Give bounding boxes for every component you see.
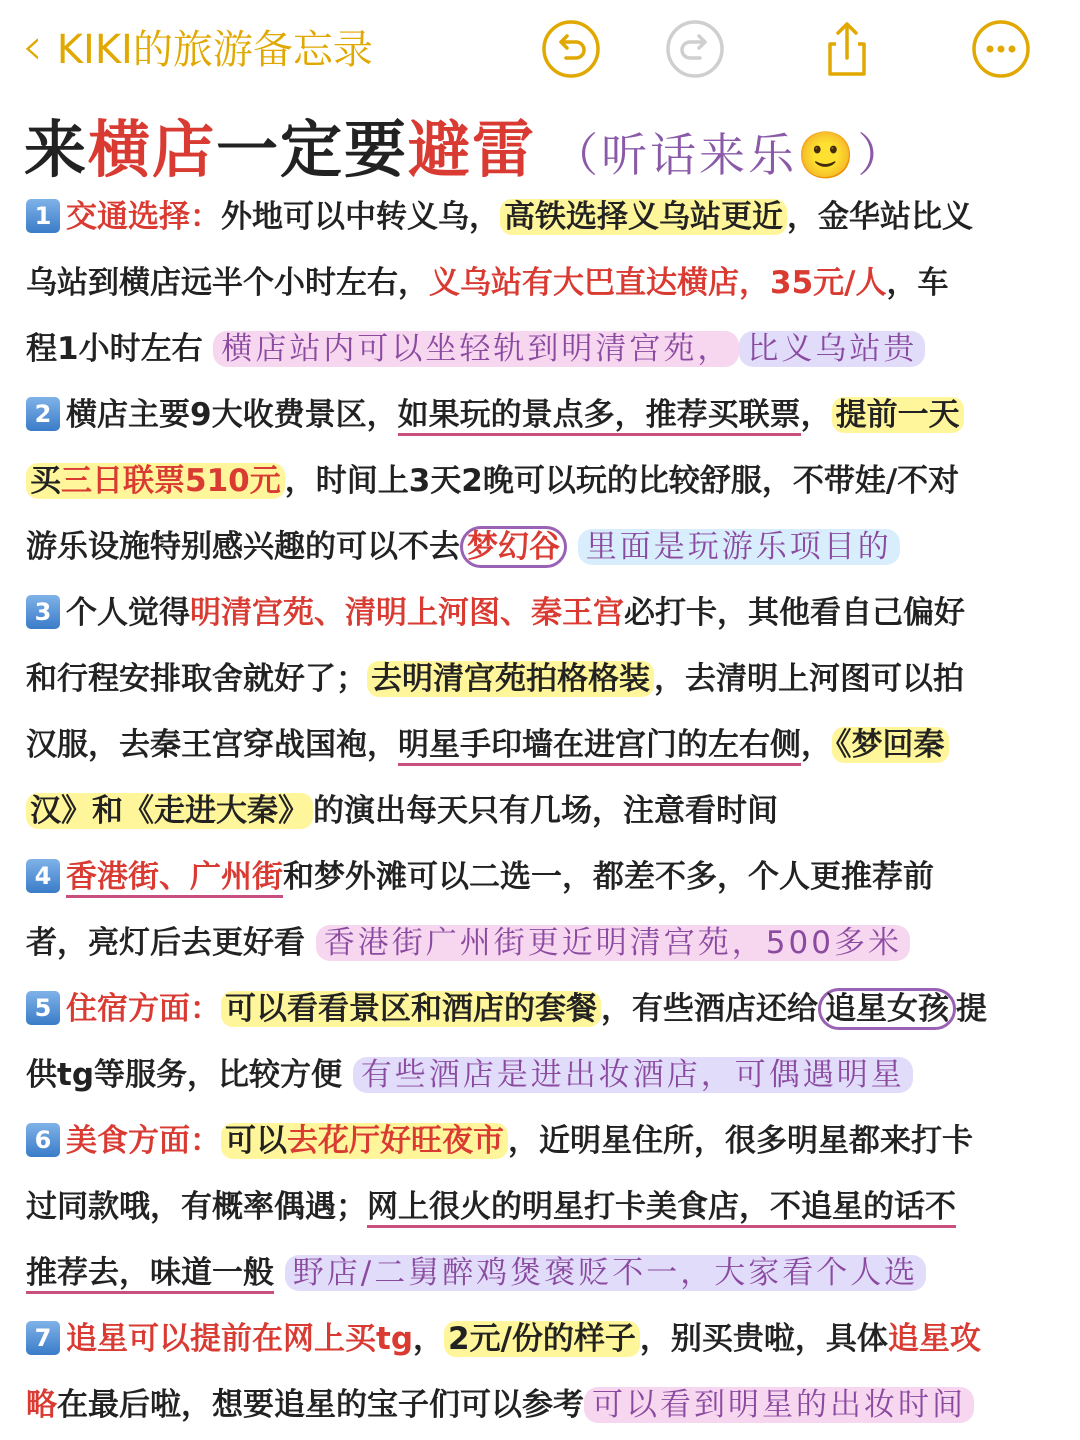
top-toolbar xyxy=(0,0,1080,96)
share-button[interactable] xyxy=(816,18,878,80)
highlight xyxy=(26,463,285,499)
number-badge: 4 xyxy=(26,859,60,893)
title-part: 一定要 xyxy=(216,113,409,186)
text-line xyxy=(26,1108,1066,1174)
number-badge: 1 xyxy=(26,199,60,233)
handwritten-note: 横店站内可以坐轻轨到明清宫苑， xyxy=(213,331,739,367)
red-text: 明清宫苑、清明上河图、秦王宫 xyxy=(190,595,624,631)
handwritten-note: 里面是玩游乐项目的 xyxy=(578,529,900,565)
section-label: 住宿方面： xyxy=(66,991,221,1027)
text-line xyxy=(26,646,1066,712)
text: ，时间上3天2晚可以玩的比较舒服，不带娃/不对 xyxy=(284,463,960,499)
highlight: 高铁选择义乌站更近 xyxy=(500,199,787,235)
handwritten-note: 野店/二舅醉鸡煲褒贬不一，大家看个人选 xyxy=(285,1255,926,1291)
section-label: 交通选择： xyxy=(66,199,221,235)
number-badge: 2 xyxy=(26,397,60,431)
text-line xyxy=(26,1042,1066,1108)
text: 程1小时左右 xyxy=(26,331,203,367)
highlight: 《梦回秦 xyxy=(832,727,949,763)
text-line xyxy=(26,778,1066,844)
text: 者，亮灯后去更好看 xyxy=(26,925,305,961)
back-label: KIKI的旅游备忘录 xyxy=(56,27,373,73)
text: ，去清明上河图可以拍 xyxy=(654,661,964,697)
underlined-text: 推荐去，味道一般 xyxy=(26,1255,274,1294)
underlined-text: 如果玩的景点多，推荐买联票 xyxy=(398,397,801,436)
undo-button[interactable] xyxy=(540,18,602,80)
text: 买 xyxy=(30,463,61,499)
red-text: 略 xyxy=(26,1387,57,1423)
handwritten-note: 可以看到明星的出妆时间 xyxy=(584,1387,974,1423)
handwritten-note: 香港街广州街更近明清宫苑，500多米 xyxy=(316,925,910,961)
number-badge: 3 xyxy=(26,595,60,629)
text-line xyxy=(26,382,1066,448)
undo-icon xyxy=(540,18,602,80)
text: 个人觉得 xyxy=(66,595,190,631)
text-line xyxy=(26,1174,1066,1240)
page-title xyxy=(24,100,906,189)
text: 在最后啦，想要追星的宝子们可以参考 xyxy=(57,1387,584,1423)
underlined-text: 明星手印墙在进宫门的左右侧 xyxy=(398,727,801,766)
text: 必打卡，其他看自己偏好 xyxy=(624,595,965,631)
title-handwritten-note: （听话来乐🙂） xyxy=(552,128,907,182)
text-line xyxy=(26,1306,1066,1372)
highlight: 可以看看景区和酒店的套餐 xyxy=(221,991,601,1027)
circled-red-text: 梦幻谷 xyxy=(460,526,567,568)
number-badge: 5 xyxy=(26,991,60,1025)
text-line xyxy=(26,1372,1066,1438)
text-line xyxy=(26,184,1066,250)
number-badge: 6 xyxy=(26,1123,60,1157)
text: 过同款哦，有概率偶遇； xyxy=(26,1189,367,1225)
circled-text: 追星女孩 xyxy=(818,988,956,1030)
back-button[interactable] xyxy=(22,18,373,75)
more-icon xyxy=(970,18,1032,80)
red-text: 去花厅好旺夜市 xyxy=(287,1123,504,1159)
text: 汉服，去秦王宫穿战国袍， xyxy=(26,727,398,763)
text-line xyxy=(26,580,1066,646)
redo-icon xyxy=(664,18,726,80)
text-line xyxy=(26,910,1066,976)
section-label: 美食方面： xyxy=(66,1123,221,1159)
title-part-red: 避雷 xyxy=(408,113,537,186)
text: 的演出每天只有几场，注意看时间 xyxy=(313,793,778,829)
chevron-left-icon: ‹ xyxy=(22,16,43,77)
highlight: 去明清宫苑拍格格装 xyxy=(367,661,654,697)
handwritten-note: 有些酒店是进出妆酒店，可偶遇明星 xyxy=(353,1057,913,1093)
text: ， xyxy=(801,727,832,763)
text: 和行程安排取舍就好了； xyxy=(26,661,367,697)
red-text: 三日联票510元 xyxy=(61,463,281,499)
title-part: 来 xyxy=(24,113,89,186)
text: ，有些酒店还给 xyxy=(601,991,818,1027)
text: ， xyxy=(413,1321,445,1357)
text: ，近明星住所，很多明星都来打卡 xyxy=(508,1123,973,1159)
handwritten-note: 比义乌站贵 xyxy=(739,331,925,367)
text: 和梦外滩可以二选一，都差不多，个人更推荐前 xyxy=(283,859,934,895)
highlight: 2元/份的样子 xyxy=(444,1321,640,1357)
text: 乌站到横店远半个小时左右， xyxy=(26,265,429,301)
underlined-text: 网上很火的明星打卡美食店，不追星的话不 xyxy=(367,1189,956,1228)
text-line xyxy=(26,448,1066,514)
red-text: 义乌站有大巴直达横店，35元/人 xyxy=(429,265,887,301)
red-text: 追星可以提前在网上买tg xyxy=(66,1321,414,1357)
text: 游乐设施特别感兴趣的可以不去 xyxy=(26,529,460,565)
share-icon xyxy=(816,18,878,80)
text: ，金华站比义 xyxy=(787,199,973,235)
number-badge: 7 xyxy=(26,1321,60,1355)
note-body[interactable] xyxy=(26,184,1066,1438)
text-line xyxy=(26,514,1066,580)
red-underlined-text: 香港街、广州街 xyxy=(66,859,283,898)
title-part-red: 横店 xyxy=(88,113,217,186)
text: 可以 xyxy=(225,1123,287,1159)
highlight xyxy=(221,1123,508,1159)
text-line xyxy=(26,844,1066,910)
text-line xyxy=(26,712,1066,778)
text-line xyxy=(26,1240,1066,1306)
text: 提 xyxy=(956,991,987,1027)
text: 外地可以中转义乌， xyxy=(221,199,500,235)
text: ，别买贵啦，具体 xyxy=(639,1321,888,1357)
text-line xyxy=(26,316,1066,382)
more-button[interactable] xyxy=(970,18,1032,80)
highlight: 提前一天 xyxy=(832,397,964,433)
text-line xyxy=(26,250,1066,316)
highlight: 汉》和《走进大秦》 xyxy=(26,793,313,829)
text: 横店主要9大收费景区， xyxy=(66,397,398,433)
text: ， xyxy=(800,397,832,433)
text: ，车 xyxy=(886,265,949,301)
text: 供tg等服务，比较方便 xyxy=(26,1057,343,1093)
text-line xyxy=(26,976,1066,1042)
redo-button[interactable] xyxy=(664,18,726,80)
red-text: 追星攻 xyxy=(887,1321,981,1357)
